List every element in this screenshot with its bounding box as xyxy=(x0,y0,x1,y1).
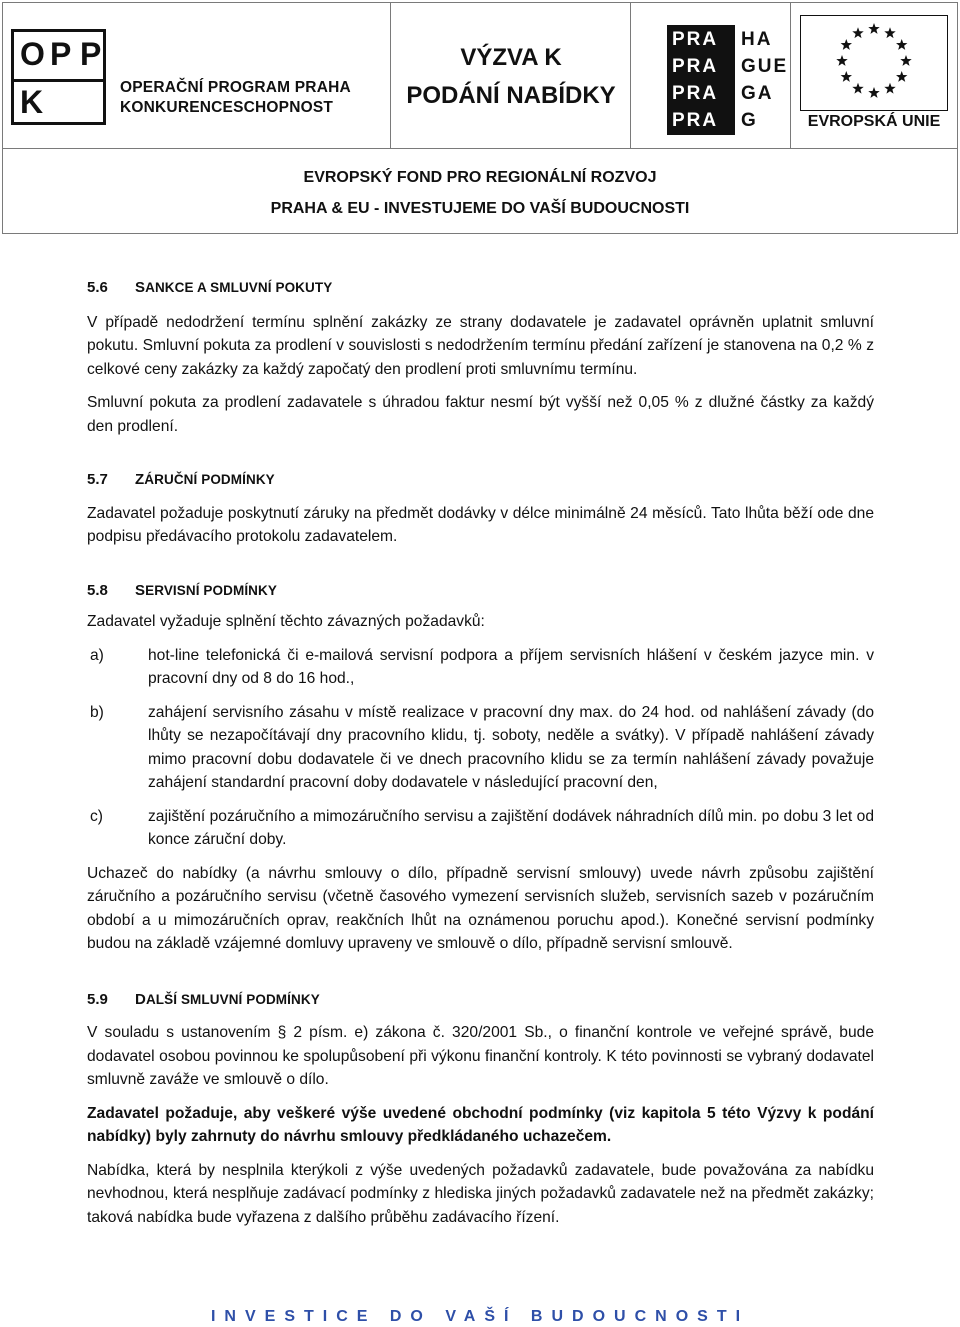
opp-line-2: KONKURENCESCHOPNOST xyxy=(120,99,334,116)
opp-letter-p2: P xyxy=(80,36,102,72)
eu-star-icon xyxy=(896,71,907,82)
eu-star-icon xyxy=(868,87,879,98)
section-title-rest: ÁRUČNÍ PODMÍNKY xyxy=(144,472,275,487)
opp-program-name xyxy=(120,78,351,118)
list-item xyxy=(87,805,874,852)
list-item xyxy=(87,644,874,691)
eu-star-icon xyxy=(900,55,911,66)
list-item xyxy=(87,701,874,795)
title-line-1: VÝZVA K xyxy=(460,44,562,71)
paragraph: V případě nedodržení termínu splnění zakázky ze strany dodavatele je zadavatel oprávněn uplatnit smluvní pokutu. Smluvní pokuta za prodlení v souvislosti s nedodržením termínu předání zařízení je stanovena na 0,2 % z celkové ceny zakázky za každý započatý den prodlení proti smluvnímu termínu. xyxy=(87,313,874,378)
opp-line-1: OPERAČNÍ PROGRAM PRAHA xyxy=(120,79,351,96)
eu-star-icon xyxy=(852,83,863,94)
opp-logo-cell xyxy=(3,3,391,149)
opp-k-logo xyxy=(11,29,106,125)
fund-name: EVROPSKÝ FOND PRO REGIONÁLNÍ ROZVOJ xyxy=(303,169,657,186)
document-title xyxy=(391,39,631,115)
paragraph: V souladu s ustanovením § 2 písm. e) zákona č. 320/2001 Sb., o finanční kontrole ve veřejné správě, bude dodavatel osobou povinnou ke spolupůsobení při výkonu finanční kontroly. K této povinnosti se vybraný dodavatel smluvně zaváže ve smlouvě o dílo. xyxy=(87,1024,874,1088)
header-subtitle-row xyxy=(3,150,957,234)
praha-logo-right xyxy=(739,25,789,135)
section-number: 5.6 xyxy=(87,279,108,296)
praha-right-1: HA xyxy=(741,29,773,50)
paragraph: Uchazeč do nabídky (a návrhu smlouvy o dílo, případně servisní smlouvy) uvede návrh způsobu zajištění záručního a pozáručního servisu (včetně časového vymezení servisních služeb, servisních sazeb v pozáručním období a u mimozáručních oprav, reakčních lhůt na oznámenou poruchu apod.). Konečné servisní podmínky budou na základě vzájemné domluvy upraveny ve smlouvě o dílo, případně servisní smlouvě. xyxy=(87,864,874,952)
section-title xyxy=(135,276,332,300)
opp-letter-o: O xyxy=(20,36,45,72)
praha-logo xyxy=(667,25,789,135)
section-title-rest: ALŠÍ SMLUVNÍ PODMÍNKY xyxy=(145,991,320,1007)
list-marker: c) xyxy=(90,807,103,825)
praha-logo-left xyxy=(667,25,735,135)
section-title-initial: Z xyxy=(135,471,145,488)
section-heading-5-7 xyxy=(87,468,874,492)
section-heading-5-9 xyxy=(87,988,874,1012)
section-title-initial: S xyxy=(135,581,146,599)
eu-label: EVROPSKÁ UNIE xyxy=(807,113,941,130)
eu-star-icon xyxy=(852,27,863,38)
document-title-cell xyxy=(391,3,631,149)
section-title-rest: ERVISNÍ PODMÍNKY xyxy=(145,582,277,598)
list-item-text: hot-line telefonická či e-mailová servisní podpora a příjem servisních hlášení v českém jazyce min. v pracovní dny od 8 do 16 hod., xyxy=(148,646,874,687)
paragraph: Zadavatel požaduje poskytnutí záruky na předmět dodávky v délce minimálně 24 měsíců. Tato lhůta běží ode dne podpisu předávacího protokolu zadavatelem. xyxy=(87,504,874,545)
praha-left-2: PRA xyxy=(672,56,719,77)
section-title xyxy=(135,579,277,603)
opp-letter-k: K xyxy=(20,84,44,120)
section-heading-5-6 xyxy=(87,276,874,300)
eu-star-icon xyxy=(841,39,852,50)
section-title xyxy=(135,468,275,492)
list-item-text: zajištění pozáručního a mimozáručního servisu a zajištění dodávek náhradních dílů min. po dobu 3 let od konce záruční doby. xyxy=(148,807,874,848)
title-line-2: PODÁNÍ NABÍDKY xyxy=(406,82,616,109)
footer-slogan: INVESTICE DO VAŠÍ BUDOUCNOSTI xyxy=(210,1308,750,1325)
eu-star-icon xyxy=(884,27,895,38)
document-body xyxy=(87,276,874,1229)
praha-left-3: PRA xyxy=(672,83,719,104)
section-heading-5-8 xyxy=(87,579,874,603)
eu-star-icon xyxy=(896,39,907,50)
section-title xyxy=(135,988,320,1012)
section-title-initial: S xyxy=(135,279,146,296)
list-item-text: zahájení servisního zásahu v místě realizace v pracovní dny max. do 24 hod. od nahlášení závady (do lhůty se nezapočítávají dny pracovního klidu, tj. soboty, neděle a svátky). V případě nahlášení závady mimo pracovní dobu dodavatele či ve dnech pracovního klidu se za termín nahlášení závady považuje zahájení standardní pracovní doby dodavatele v následující pracovní den, xyxy=(148,703,874,791)
paragraph: Smluvní pokuta za prodlení zadavatele s úhradou faktur nesmí být vyšší než 0,05 % z dlužné částky za každý den prodlení. xyxy=(87,394,874,435)
header-logo-row xyxy=(3,3,957,149)
list-marker: a) xyxy=(90,646,104,664)
praha-left-4: PRA xyxy=(672,110,719,131)
eu-flag-icon xyxy=(800,15,948,111)
list-marker: b) xyxy=(90,703,104,721)
eu-star-icon xyxy=(841,71,852,82)
praha-right-4: G xyxy=(741,110,758,131)
section-number: 5.7 xyxy=(87,471,108,488)
paragraph: Nabídka, která by nesplnila kterýkoli z výše uvedených požadavků zadavatele, bude považována za nabídku nevhodnou, která nesplňuje zadávací podmínky z hlediska jiných požadavků zadavatele než na předmět zakázky; taková nabídka bude vyřazena z dalšího průběhu zadávacího řízení. xyxy=(87,1161,874,1226)
eu-star-icon xyxy=(884,83,895,94)
paragraph: Zadavatel vyžaduje splnění těchto závazných požadavků: xyxy=(87,613,485,630)
opp-logo-rule xyxy=(14,79,103,82)
paragraph-bold: Zadavatel požaduje, aby veškeré výše uvedené obchodní podmínky (viz kapitola 5 této Výzvy k podání nabídky) byly zahrnuty do návrhu smlouvy předkládaného uchazečem. xyxy=(87,1104,874,1145)
eu-stars-icon xyxy=(801,16,947,110)
opp-letter-p1: P xyxy=(50,36,72,72)
eu-logo-cell xyxy=(791,3,957,149)
section-title-initial: D xyxy=(135,990,146,1008)
praha-logo-cell xyxy=(631,3,791,149)
document-header xyxy=(2,2,958,234)
section-title-rest: ANKCE A SMLUVNÍ POKUTY xyxy=(145,280,333,295)
praha-right-2: GUE xyxy=(741,56,789,77)
eu-star-icon xyxy=(868,23,879,34)
section-number: 5.9 xyxy=(87,990,108,1008)
section-number: 5.8 xyxy=(87,581,108,599)
praha-right-3: GA xyxy=(741,83,774,104)
fund-slogan: PRAHA & EU - INVESTUJEME DO VAŠÍ BUDOUCNOSTI xyxy=(270,200,690,217)
praha-left-1: PRA xyxy=(672,29,719,50)
eu-star-icon xyxy=(836,55,847,66)
